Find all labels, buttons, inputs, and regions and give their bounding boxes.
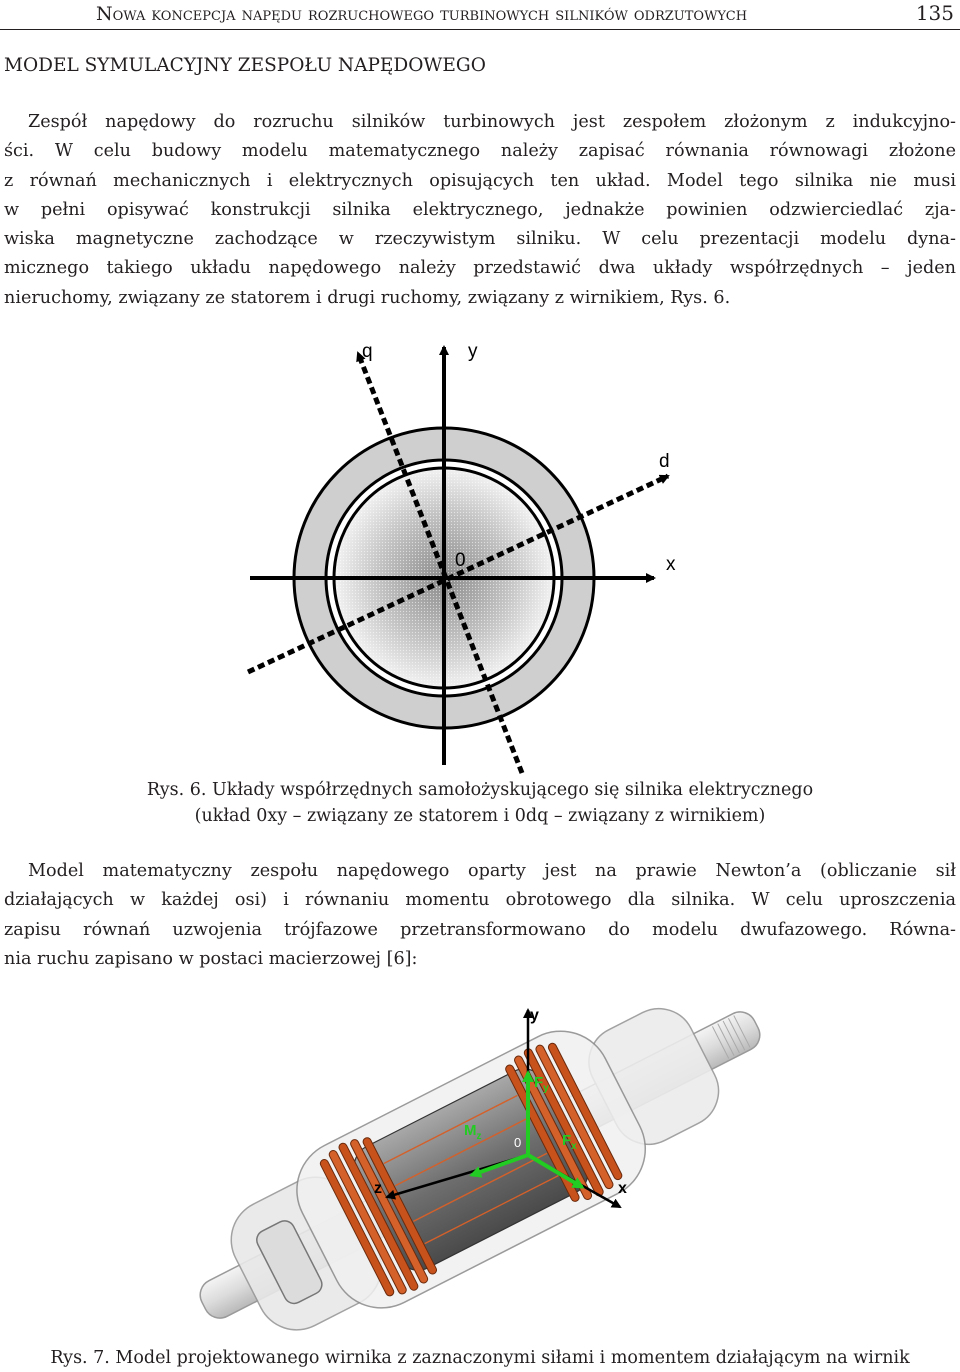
y-axis-label: y (468, 341, 478, 362)
paragraph-1 (4, 108, 956, 313)
x-label: x (618, 1180, 627, 1197)
q-axis-label: q (362, 341, 373, 362)
page-number: 135 (915, 1, 954, 25)
fx-label: $F_x$ (562, 1132, 577, 1152)
y-label: y (530, 1007, 539, 1024)
page-header (0, 0, 960, 30)
text-line: micznego takiego układu napędowego należy przedstawić dwa układy współrzędnych – jeden (4, 258, 956, 279)
fy-label: $F_y$ (534, 1074, 549, 1094)
text-line: nieruchomy, związany ze statorem i drugi ruchomy, związany z wirnikiem, Rys. 6. (4, 287, 731, 308)
text-line: wiska magnetyczne zachodzące w rzeczywistym silniku. W celu prezentacji modelu dyna- (4, 229, 956, 250)
d-axis-label: d (659, 451, 670, 472)
text-line: nia ruchu zapisano w postaci macierzowej [6]: (4, 948, 418, 969)
text-line: ści. W celu budowy modelu matematycznego należy zapisać równania równowagi złożone (4, 141, 956, 162)
section-title: MODEL SYMULACYJNY ZESPOŁU NAPĘDOWEGO (4, 55, 486, 76)
text-line: Zespół napędowy do rozruchu silników turbinowych jest zespołem złożonym z indukcyjno- (28, 112, 956, 132)
z-label: z (374, 1180, 382, 1197)
text-line: Model matematyczny zespołu napędowego oparty jest na prawie Newton’a (obliczanie sił (28, 861, 956, 881)
origin-label: 0 (455, 550, 466, 571)
text-line: w pełni opisywać konstrukcji silnika elektrycznego, jednakże powinien odzwierciedlać zja- (4, 199, 956, 220)
running-title: Nowa koncepcja napędu rozruchowego turbinowych silników odrzutowych (96, 3, 748, 25)
paragraph-2 (4, 857, 956, 974)
figure-6-coordinate-diagram (240, 325, 720, 775)
figure-6-caption-line-1: Rys. 6. Układy współrzędnych samołożyskującego się silnika elektrycznego (146, 780, 814, 800)
text-line: z równań mechanicznych i elektrycznych opisujących ten układ. Model tego silnika nie musi (4, 170, 956, 191)
text-line: działających w każdej osi) i równaniu momentu obrotowego dla silnika. W celu uproszczenia (4, 890, 956, 911)
mz-label: $M_z$ (464, 1122, 482, 1142)
origin-label: 0 (514, 1135, 522, 1150)
figure-7-caption: Rys. 7. Model projektowanego wirnika z zaznaczonymi siłami i momentem działającym na wirnik (50, 1348, 910, 1368)
text-line: zapisu równań uzwojenia trójfazowe przetransformowano do modelu dwufazowego. Równa- (4, 919, 956, 940)
figure-6-caption-line-2: (układ 0xy – związany ze statorem i 0dq – związany z wirnikiem) (194, 806, 766, 826)
x-axis-label: x (666, 554, 676, 575)
figure-7-rotor-model (150, 985, 810, 1340)
header-rule (0, 29, 960, 30)
